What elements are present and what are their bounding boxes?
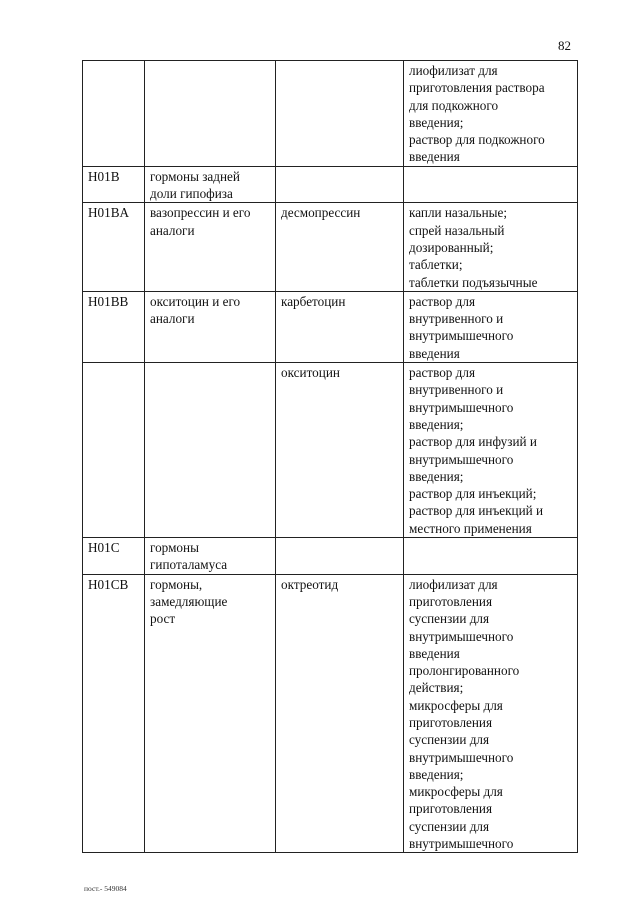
page-number: 82: [558, 38, 571, 53]
dosage-form-cell: лиофилизат для приготовления раствора для подкожного введения; раствор для подкожного введения: [404, 61, 578, 167]
table-row: [83, 574, 578, 853]
drug-name-cell: [276, 61, 404, 167]
drug-name-cell: окситоцин: [276, 363, 404, 538]
atc-code-cell: H01BB: [83, 291, 145, 362]
group-name-cell: вазопрессин и его аналоги: [145, 203, 276, 291]
dosage-form-cell: раствор для внутривенного и внутримышечного введения: [404, 291, 578, 362]
atc-code-cell: [83, 61, 145, 167]
group-name-cell: гормоны задней доли гипофиза: [145, 166, 276, 203]
dosage-form-cell: раствор для внутривенного и внутримышечного введения; раствор для инфузий и внутримышечного введения; раствор для инъекций; раствор для инъекций и местного применения: [404, 363, 578, 538]
dosage-form-cell: лиофилизат для приготовления суспензии для внутримышечного введения пролонгированного действия; микросферы для приготовления суспензии для внутримышечного введения; микросферы для приготовления суспензии для внутримышечного: [404, 574, 578, 853]
atc-code-cell: H01C: [83, 538, 145, 575]
dosage-form-cell: [404, 166, 578, 203]
atc-code-cell: H01BA: [83, 203, 145, 291]
drug-name-cell: десмопрессин: [276, 203, 404, 291]
atc-code-cell: H01B: [83, 166, 145, 203]
drug-classification-table: [82, 60, 578, 853]
drug-name-cell: карбетоцин: [276, 291, 404, 362]
table-row: [83, 538, 578, 575]
atc-code-cell: H01CB: [83, 574, 145, 853]
group-name-cell: окситоцин и его аналоги: [145, 291, 276, 362]
group-name-cell: гормоны, замедляющие рост: [145, 574, 276, 853]
group-name-cell: [145, 363, 276, 538]
dosage-form-cell: [404, 538, 578, 575]
atc-code-cell: [83, 363, 145, 538]
drug-name-cell: [276, 538, 404, 575]
group-name-cell: [145, 61, 276, 167]
document-footer: пост.- 549084: [84, 884, 127, 893]
table-row: [83, 363, 578, 538]
drug-name-cell: октреотид: [276, 574, 404, 853]
table-row: [83, 291, 578, 362]
table-row: [83, 61, 578, 167]
table-row: [83, 166, 578, 203]
dosage-form-cell: капли назальные; спрей назальный дозированный; таблетки; таблетки подъязычные: [404, 203, 578, 291]
table-row: [83, 203, 578, 291]
drug-name-cell: [276, 166, 404, 203]
group-name-cell: гормоны гипоталамуса: [145, 538, 276, 575]
